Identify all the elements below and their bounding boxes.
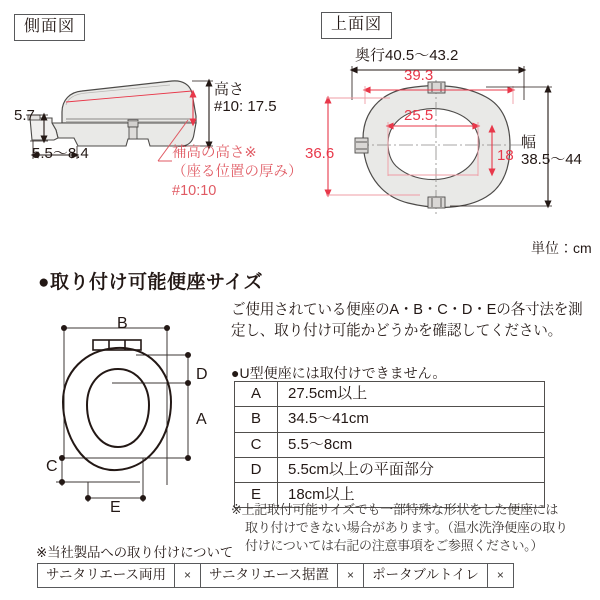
side-view-height-label <box>214 82 277 116</box>
seat-outline-label-c: C <box>46 458 58 475</box>
table-row <box>235 457 545 482</box>
table-cell-value: 5.5〜8cm <box>278 432 545 457</box>
seat-outline-label-e: E <box>110 499 121 516</box>
table-row <box>38 564 514 588</box>
seat-size-heading <box>38 267 263 294</box>
compat-footnote: ※当社製品への取り付けについて <box>36 545 234 560</box>
side-view-riser-note <box>172 144 303 201</box>
seat-outline-label-d: D <box>196 366 208 383</box>
top-view-width-label-line2: 38.5〜44 <box>521 150 582 168</box>
compat-table <box>37 563 514 588</box>
u-type-bullet-icon: ● <box>231 365 240 381</box>
table-footnote-line2: 取り付けできない場合があります。（温水洗浄便座の取り <box>245 519 568 535</box>
riser-note-line2: （座る位置の厚み） <box>172 164 303 181</box>
table-footnote-line3: 付けについては右記の注意事項をご参照ください。） <box>245 537 544 553</box>
side-view-height-label-line2: #10: 17.5 <box>214 97 277 115</box>
table-cell-key: E <box>235 483 278 508</box>
seat-outline-diagram <box>40 310 240 510</box>
compat-label: ポータブルトイレ <box>364 564 488 588</box>
compat-label: サニタリエース両用 <box>38 564 175 588</box>
table-cell-key: B <box>235 407 278 432</box>
table-row <box>235 432 545 457</box>
table-cell-value: 27.5cm以上 <box>278 382 545 407</box>
table-cell-value: 5.5cm以上の平面部分 <box>278 457 545 482</box>
top-view-depth-outer-dimension: 奥行40.5〜43.2 <box>355 47 459 64</box>
top-view-depth-inner-dimension: 39.3 <box>404 67 434 84</box>
u-type-note-text: U型便座には取付けできません。 <box>239 365 447 381</box>
seat-size-table-footnote <box>231 501 591 555</box>
top-view-width-label <box>521 135 582 169</box>
table-row <box>235 382 545 407</box>
table-footnote-line1: ※上記取付可能サイズでも一部特殊な形状をした便座には <box>231 502 559 517</box>
seat-size-description: ご使用されている便座のA・B・C・D・Eの各寸法を測定し、取り付け可能かどうかを確認してください。 <box>231 302 583 339</box>
heading-text: 取り付け可能便座サイズ <box>49 272 263 293</box>
top-view-inner-height-dimension: 36.6 <box>305 145 335 162</box>
seat-outline-label-a: A <box>196 411 207 428</box>
side-view-title: 側面図 <box>14 14 85 41</box>
side-view-step-dimension: 5.7 <box>14 107 35 124</box>
table-cell-value: 34.5〜41cm <box>278 407 545 432</box>
compat-mark: × <box>487 564 513 588</box>
top-view-opening-width-dimension: 25.5 <box>404 107 434 124</box>
riser-note-line3: #10:10 <box>172 183 217 200</box>
table-row <box>235 407 545 432</box>
table-cell-key: A <box>235 382 278 407</box>
riser-note-line1: 補高の高さ※ <box>172 145 257 161</box>
top-view-opening-height-dimension: 18 <box>497 147 514 164</box>
table-cell-value: 18cm以上 <box>278 483 545 508</box>
table-cell-key: C <box>235 432 278 457</box>
side-view-base-width-dimension: 5.5〜8.4 <box>32 145 89 162</box>
side-view-height-label-line1: 高さ <box>214 81 245 98</box>
compat-mark: × <box>338 564 364 588</box>
seat-size-table <box>234 381 545 508</box>
top-view-width-label-line1: 幅 <box>521 134 537 151</box>
top-view-title: 上面図 <box>321 12 392 39</box>
compat-label: サニタリエース据置 <box>201 564 338 588</box>
compat-mark: × <box>175 564 201 588</box>
seat-outline-label-b: B <box>117 315 128 332</box>
heading-bullet-icon: ● <box>38 272 50 293</box>
unit-note: 単位：cm <box>531 240 592 256</box>
table-cell-key: D <box>235 457 278 482</box>
